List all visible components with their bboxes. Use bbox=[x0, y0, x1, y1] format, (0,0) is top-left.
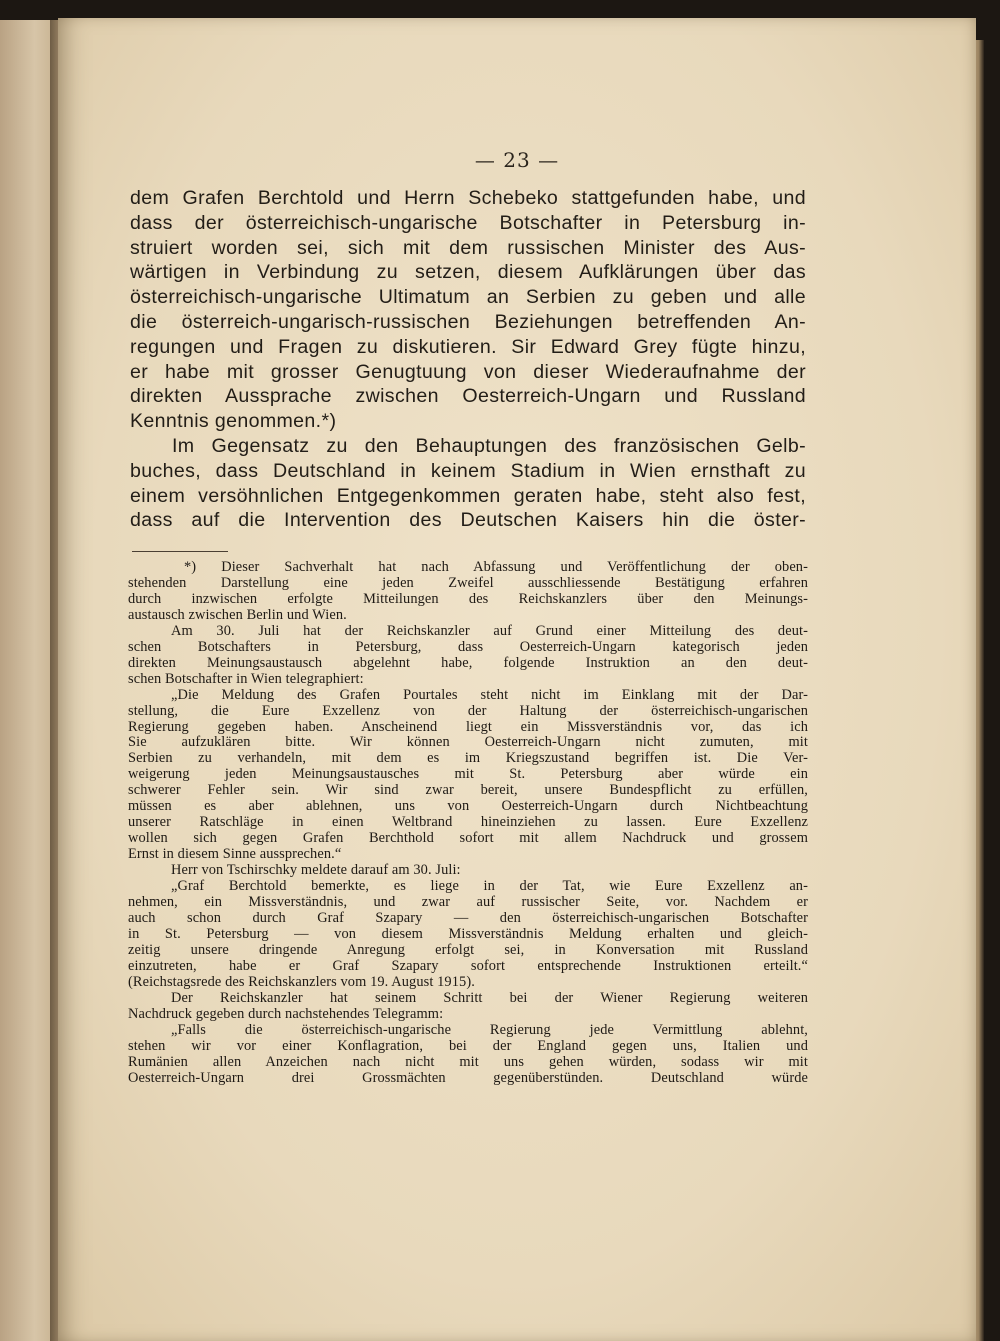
text-line: die österreich-ungarisch-russischen Beziehungen betreffenden An- bbox=[130, 310, 806, 333]
footnote-line: stellung, die Eure Exzellenz von der Haltung der österreichisch-ungarischen bbox=[128, 702, 808, 719]
footnote-line: wollen sich gegen Grafen Berchthold sofort mit allem Nachdruck und grossem bbox=[128, 830, 808, 847]
main-text bbox=[130, 186, 806, 533]
footnote-paragraph-start: Der Reichskanzler hat seinem Schritt bei der Wiener Regierung weiteren bbox=[171, 989, 808, 1006]
text-line: direkten Aussprache zwischen Oesterreich-Ungarn und Russland bbox=[130, 385, 806, 408]
page-number: — 23 — bbox=[474, 148, 560, 172]
text-line: österreichisch-ungarische Ultimatum an Serbien zu geben und alle bbox=[130, 286, 806, 309]
footnote-line: zeitig unsere dringende Anregung erfolgt sei, in Konversation mit Russland bbox=[128, 941, 808, 958]
text-line: er habe mit grosser Genugtuung von dieser Wiederaufnahme der bbox=[130, 360, 806, 383]
text-line: regungen und Fragen zu diskutieren. Sir Edward Grey fügte hinzu, bbox=[130, 335, 806, 358]
footnote-line: Sie aufzuklären bitte. Wir können Oesterreich-Ungarn nicht zumuten, mit bbox=[128, 734, 808, 751]
footnote-paragraph-start: „Die Meldung des Grafen Pourtales steht nicht im Einklang mit der Dar- bbox=[171, 686, 808, 703]
text-line: dem Grafen Berchtold und Herrn Schebeko stattgefunden habe, und bbox=[130, 187, 806, 209]
footnote-line: müssen es aber ablehnen, uns von Oesterreich-Ungarn durch Nichtbeachtung bbox=[128, 798, 808, 815]
footnote-paragraph-start: Am 30. Juli hat der Reichskanzler auf Grund einer Mitteilung des deut- bbox=[171, 622, 808, 639]
footnote-line: stehen wir vor einer Konflagration, bei der England gegen uns, Italien und bbox=[128, 1037, 808, 1054]
footnote-line: austausch zwischen Berlin und Wien. bbox=[128, 606, 347, 623]
footnote-line: nehmen, ein Missverständnis, und zwar auf russischer Seite, vor. Nachdem er bbox=[128, 894, 808, 911]
footnote-line: Serbien zu verhandeln, mit dem es im Kriegszustand begriffen ist. Die Ver- bbox=[128, 750, 808, 767]
footnote-line: Rumänien allen Anzeichen nach nicht mit uns gehen würden, sodass wir mit bbox=[128, 1053, 808, 1070]
footnote-marker-line: *) Dieser Sachverhalt hat nach Abfassung und Veröffentlichung der oben- bbox=[184, 559, 808, 575]
text-line: dass auf die Intervention des Deutschen Kaisers hin die öster- bbox=[130, 509, 806, 532]
footnote-line: direkten Meinungsaustausch abgelehnt habe, folgende Instruktion an den deut- bbox=[128, 654, 808, 671]
footnote-line: einzutreten, habe er Graf Szapary sofort entsprechende Instruktionen erteilt.“ bbox=[128, 957, 808, 974]
footnote-line: schen Botschafters in Petersburg, dass Oesterreich-Ungarn kategorisch jeden bbox=[128, 638, 808, 655]
footnote-line: durch inzwischen erfolgte Mitteilungen des Reichskanzlers über den Meinungs- bbox=[128, 590, 808, 607]
footnote-paragraph-start: „Falls die österreichisch-ungarische Regierung jede Vermittlung ablehnt, bbox=[171, 1021, 808, 1038]
footnote-line: Ernst in diesem Sinne aussprechen.“ bbox=[128, 846, 342, 863]
footnote-line: schwerer Fehler sein. Wir sind zwar bereit, unsere Bundespflicht zu erfüllen, bbox=[128, 782, 808, 799]
footnote-divider bbox=[132, 551, 228, 552]
footnote-line: Oesterreich-Ungarn drei Grossmächten gegenüberstünden. Deutschland würde bbox=[128, 1069, 808, 1086]
text-line: dass der österreichisch-ungarische Botschafter in Petersburg in- bbox=[130, 211, 806, 234]
text-line: buches, dass Deutschland in keinem Stadium in Wien ernsthaft zu bbox=[130, 459, 806, 482]
footnote-line: Nachdruck gegeben durch nachstehendes Telegramm: bbox=[128, 1005, 444, 1022]
footnote bbox=[128, 560, 808, 1086]
footnote-line: weigerung jeden Meinungsaustausches mit St. Petersburg aber würde ein bbox=[128, 766, 808, 783]
footnote-line: stehenden Darstellung eine jeden Zweifel ausschliessende Bestätigung erfahren bbox=[128, 574, 808, 591]
text-line: Kenntnis genommen.*) bbox=[130, 410, 337, 433]
paragraph-start: Im Gegensatz zu den Behauptungen des französischen Gelb- bbox=[172, 434, 806, 457]
footnote-line: Regierung gegeben haben. Anscheinend liegt ein Missverständnis vor, das ich bbox=[128, 718, 808, 735]
footnote-line: auch schon durch Graf Szapary — den österreichisch-ungarischen Botschafter bbox=[128, 909, 808, 926]
footnote-line: schen Botschafter in Wien telegraphiert: bbox=[128, 670, 364, 687]
footnote-line: (Reichstagsrede des Reichskanzlers vom 19. August 1915). bbox=[128, 973, 475, 990]
footnote-line: unserer Ratschläge in einen Weltbrand hineinziehen zu lassen. Eure Exzellenz bbox=[128, 814, 808, 831]
text-line: wärtigen in Verbindung zu setzen, diesem Aufklärungen über das bbox=[130, 261, 806, 284]
footnote-paragraph-start: „Graf Berchtold bemerkte, es liege in der Tat, wie Eure Exzellenz an- bbox=[171, 878, 808, 895]
footnote-line: in St. Petersburg — von diesem Missverständnis Meldung erhalten und gleich- bbox=[128, 925, 808, 942]
footnote-paragraph-start: Herr von Tschirschky meldete darauf am 30. Juli: bbox=[171, 862, 461, 879]
text-line: struiert worden sei, sich mit dem russischen Minister des Aus- bbox=[130, 236, 806, 259]
text-line: einem versöhnlichen Entgegenkommen geraten habe, steht also fest, bbox=[130, 484, 806, 507]
